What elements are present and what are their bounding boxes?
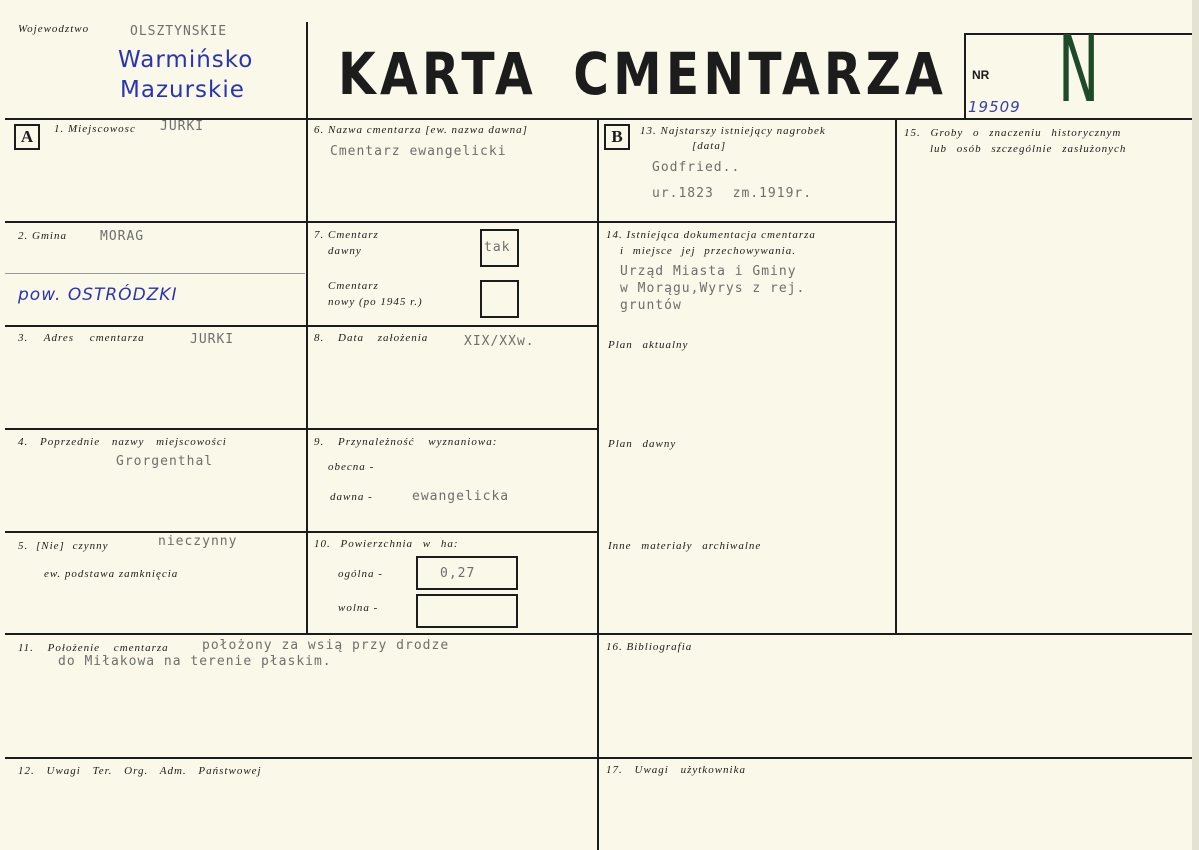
f8-label: 8. Data założenia	[314, 332, 429, 344]
f13-line2: ur.1823 zm.1919r.	[652, 186, 813, 201]
f10-ogolna-label: ogólna -	[338, 568, 383, 580]
row-line-3	[5, 428, 598, 430]
f11-line1: położony za wsią przy drodze	[202, 638, 450, 653]
f15-label2: lub osób szczególnie zasłużonych	[930, 143, 1127, 155]
f9-obecna-label: obecna -	[328, 461, 375, 473]
f3-label: 3. Adres cmentarza	[18, 332, 145, 344]
f14-label2: i miejsce jej przechowywania.	[620, 245, 796, 257]
f13-line1: Godfried..	[652, 160, 741, 175]
section-b-letter: B	[604, 124, 630, 150]
nr-value: 19509	[968, 98, 1021, 116]
vertical-line-3	[895, 118, 897, 634]
f5-label: 5. [Nie] czynny	[18, 540, 109, 552]
row-line-5	[5, 633, 1193, 635]
f7-dawny-label2: dawny	[328, 245, 362, 257]
f14-inne: Inne materiały archiwalne	[608, 540, 762, 552]
f7-dawny-value: tak	[484, 240, 511, 255]
f7-nowy-label2: nowy (po 1945 r.)	[328, 296, 423, 308]
f3-value: JURKI	[190, 332, 235, 347]
row-line-6	[5, 757, 1193, 759]
row-line-2	[5, 325, 598, 327]
f11-line2: do Miłakowa na terenie płaskim.	[58, 654, 332, 669]
vertical-line-2	[597, 118, 599, 850]
f5-value: nieczynny	[158, 534, 238, 549]
f7-nowy-box[interactable]	[480, 280, 519, 318]
f7-dawny-label1: 7. Cmentarz	[314, 229, 379, 241]
f17-label: 17. Uwagi użytkownika	[606, 764, 746, 776]
vertical-line-1	[306, 22, 308, 634]
f1-value: JURKI	[160, 119, 205, 134]
f11-label: 11. Położenie cmentarza	[18, 642, 169, 654]
f14-label1: 14. Istniejąca dokumentacja cmentarza	[606, 229, 816, 241]
page-title: KARTA CMENTARZA	[338, 40, 948, 108]
f5-sub: ew. podstawa zamknięcia	[44, 568, 179, 580]
f2-label: 2. Gmina	[18, 230, 67, 242]
f10-label: 10. Powierzchnia w ha:	[314, 538, 459, 550]
f14-plan-dawny: Plan dawny	[608, 438, 677, 450]
f15-label1: 15. Groby o znaczeniu historycznym	[904, 127, 1122, 139]
f8-value: XIX/XXw.	[464, 334, 535, 349]
row-line-4	[5, 531, 598, 533]
f9-dawna-value: ewangelicka	[412, 489, 510, 504]
f10-wolna-label: wolna -	[338, 602, 379, 614]
f14-line2: w Morągu,Wyrys z rej.	[620, 281, 806, 296]
f13-label2: [data]	[692, 140, 727, 152]
f4-value: Grorgenthal	[116, 454, 214, 469]
row-line-1	[5, 221, 897, 223]
section-a-letter: A	[14, 124, 40, 150]
nr-mark: N	[1058, 16, 1100, 123]
f12-label: 12. Uwagi Ter. Org. Adm. Państwowej	[18, 765, 262, 777]
f13-label1: 13. Najstarszy istniejący nagrobek	[640, 125, 826, 137]
f7-nowy-label1: Cmentarz	[328, 280, 379, 292]
nr-label: NR	[972, 68, 990, 82]
f6-label: 6. Nazwa cmentarza [ew. nazwa dawna]	[314, 124, 528, 136]
f14-plan-aktualny: Plan aktualny	[608, 339, 689, 351]
f4-label: 4. Poprzednie nazwy miejscowości	[18, 436, 227, 448]
f14-line3: gruntów	[620, 298, 682, 313]
stamp-line2: Mazurskie	[120, 77, 245, 103]
card-edge	[1192, 0, 1199, 850]
f10-ogolna-value: 0,27	[440, 566, 476, 581]
stamp-line1: Warmińsko	[118, 47, 254, 73]
f2-powiat: pow. OSTRÓDZKI	[18, 285, 178, 305]
f1-label: 1. Miejscowosc	[54, 123, 136, 135]
f14-line1: Urząd Miasta i Gminy	[620, 264, 797, 279]
wojewodztwo-value: OLSZTYNSKIE	[130, 24, 228, 39]
f9-label: 9. Przynależność wyznaniowa:	[314, 436, 498, 448]
f16-label: 16. Bibliografia	[606, 641, 693, 653]
f10-wolna-box[interactable]	[416, 594, 518, 628]
f6-value: Cmentarz ewangelicki	[330, 144, 507, 159]
wojewodztwo-label: Wojewodztwo	[18, 23, 90, 35]
row-line-2b	[5, 273, 305, 274]
f9-dawna-label: dawna -	[330, 491, 373, 503]
f2-value: MORAG	[100, 229, 145, 244]
